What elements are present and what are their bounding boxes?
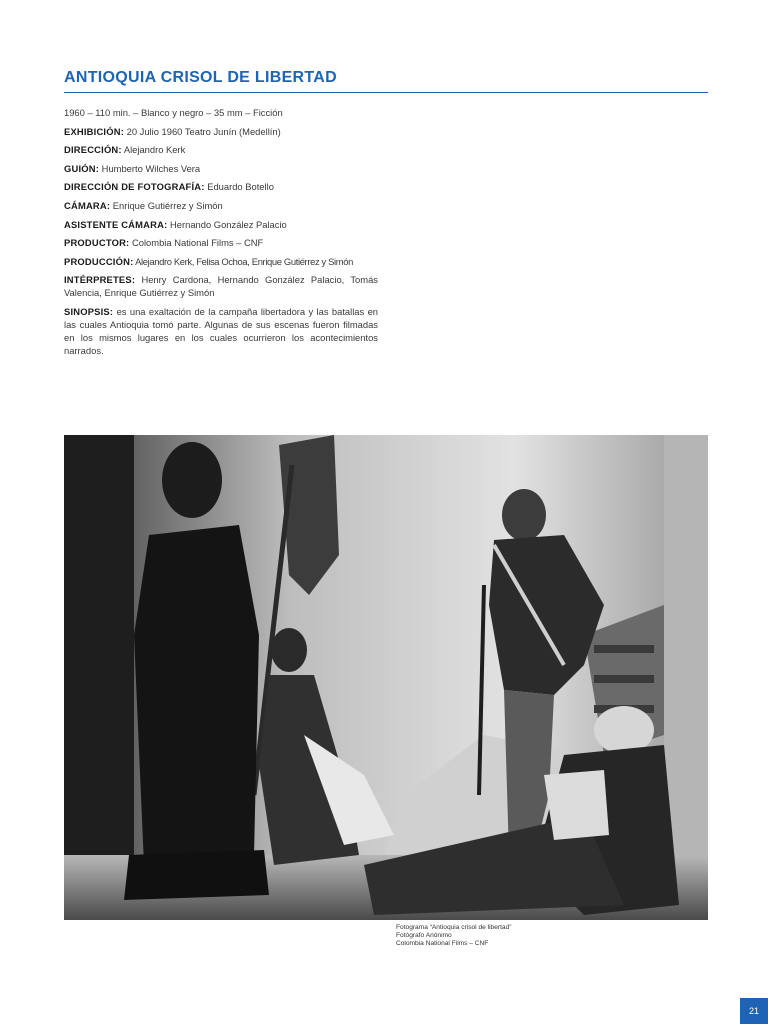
credit-value: Hernando González Palacio <box>170 218 287 230</box>
caption-line-title: Fotograma “Antioquia crisol de libertad” <box>396 924 512 931</box>
credit-sinopsis <box>64 305 378 357</box>
film-credits <box>64 106 378 363</box>
credit-value: Eduardo Botello <box>207 181 274 193</box>
credit-label: SINOPSIS: <box>64 305 114 317</box>
credit-value: Alejandro Kerk <box>123 144 186 156</box>
title-rule <box>64 92 708 93</box>
credit-label: PRODUCCIÓN: <box>64 255 134 267</box>
film-summary: 1960 – 110 min. – Blanco y negro – 35 mm – Ficción <box>64 107 283 118</box>
credit-label: ASISTENTE CÁMARA: <box>64 218 168 230</box>
caption-line-photographer: Fotógrafo Anónimo <box>396 932 452 940</box>
credit-value: Colombia National Films – CNF <box>131 237 264 249</box>
credit-label: EXHIBICIÓN: <box>64 125 125 137</box>
film-still-photo <box>64 435 708 920</box>
photo-caption <box>396 924 696 949</box>
credit-exhibicion <box>64 125 378 138</box>
credit-label: CÁMARA: <box>64 199 111 211</box>
credit-asistente-camara <box>64 218 378 231</box>
credit-value: 20 Julio 1960 Teatro Junín (Medellín) <box>126 125 281 137</box>
credit-fotografia <box>64 180 378 193</box>
film-title: ANTIOQUIA CRISOL DE LIBERTAD <box>64 69 337 86</box>
credit-value: Alejandro Kerk, Felisa Ochoa, Enrique Gutiérrez y Simón <box>135 255 353 267</box>
credit-produccion <box>64 255 378 268</box>
credit-label: INTÉRPRETES: <box>64 274 136 286</box>
credit-value: Enrique Gutiérrez y Simón <box>112 199 223 211</box>
credit-label: GUIÓN: <box>64 162 100 174</box>
credit-label: PRODUCTOR: <box>64 237 130 249</box>
credit-interpretes <box>64 273 378 299</box>
credit-label: DIRECCIÓN: <box>64 144 122 156</box>
credit-value: Henry Cardona, Hernando González Palacio, Tomás Valencia, Enrique Gutiérrez y Simón <box>64 274 378 299</box>
credit-label: DIRECCIÓN DE FOTOGRAFÍA: <box>64 181 205 193</box>
credit-guion <box>64 162 378 175</box>
caption-line-company: Colombia National Films – CNF <box>396 940 489 948</box>
credit-value: Humberto Wilches Vera <box>101 162 201 174</box>
credit-camara <box>64 199 378 212</box>
page-number: 21 <box>740 998 768 1024</box>
credit-direccion <box>64 143 378 156</box>
credit-productor <box>64 236 378 249</box>
credit-value: es una exaltación de la campaña libertadora y las batallas en las cuales Antioquia tomó parte. Algunas de sus escenas fueron filmadas en los mismos lugares en los cuales ocurrieron los acontecimientos narrados. <box>64 305 379 356</box>
